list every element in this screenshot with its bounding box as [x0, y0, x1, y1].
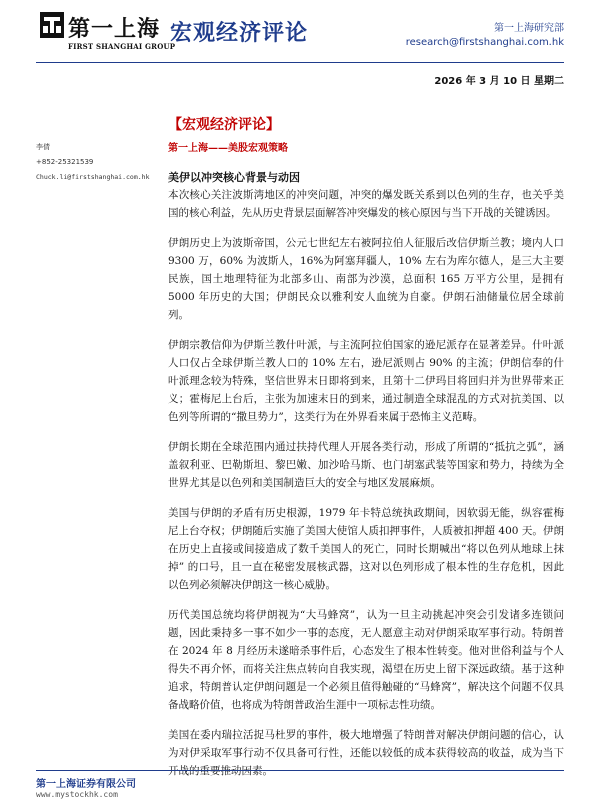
header-divider	[36, 62, 564, 63]
publication-title: 宏观经济评论	[170, 21, 309, 46]
section-heading: 美伊以冲突核心背景与动因	[168, 171, 300, 184]
analyst-email-link[interactable]: Chuck.li@firstshanghai.com.hk	[36, 173, 150, 181]
paragraph: 历代美国总统均将伊朗视为“大马蜂窝”，认为一旦主动挑起冲突会引发诸多连锁问题，因此秉持多一事不如少一事的态度，无人愿意主动对伊朗采取军事行动。特朗普在 2024 年 8 月经历未遂暗杀事件后，心态发生了根本性转变。他对世俗利益与个人得失不再介怀，而将关注焦点转向自我实现，渴望在历史上留下深远政绩。基于这种追求，特朗普认定伊朗问题是一个必须且值得触碰的“马蜂窝”，解决这个问题不仅具备战略价值，也将成为特朗普政治生涯中一项标志性功绩。	[168, 609, 564, 711]
paragraph: 美国与伊朗的矛盾有历史根源，1979 年卡特总统执政期间，因软弱无能，纵容霍梅尼上台夺权；伊朗随后实施了美国大使馆人质扣押事件，人质被扣押超 400 天。伊朗在历史上直接或间接造成了数千美国人的死亡，同时长期喊出“将以色列从地球上抹掉” 的口号，且一直在秘密发展核武器，这对以色列形成了根本性的生存危机，因此以色列必须解决伊朗这一核心威胁。	[168, 507, 564, 591]
paragraph: 美国在委内瑞拉活捉马杜罗的事件，极大地增强了特朗普对解决伊朗问题的信心，认为对伊采取军事行动不仅具备可行性，还能以较低的成本获得较高的收益，成为当下开战的重要推动因素。	[168, 729, 564, 777]
logo-mark-icon	[40, 12, 64, 38]
analyst-phone: +852-25321539	[36, 158, 94, 166]
research-department: 第一上海研究部	[494, 23, 564, 34]
footer-divider	[36, 770, 564, 771]
report-date: 2026 年 3 月 10 日 星期二	[434, 76, 564, 87]
footer-website-link[interactable]: www.mystockhk.com	[36, 790, 118, 799]
logo-english-text: FIRST SHANGHAI GROUP	[68, 42, 176, 51]
report-subtitle: 第一上海——美股宏观策略	[168, 143, 288, 154]
analyst-sidebar	[36, 140, 156, 185]
logo-chinese-text: 第一上海	[68, 16, 161, 42]
paragraph: 伊朗长期在全球范围内通过扶持代理人开展各类行动，形成了所谓的“抵抗之弧”，涵盖叙利亚、巴勒斯坦、黎巴嫩、加沙哈马斯、也门胡塞武装等国家和势力，持续为全世界尤其是以色列和美国制造巨大的安全与地区发展麻烦。	[168, 441, 564, 489]
paragraph: 伊朗宗教信仰为伊斯兰教什叶派，与主流阿拉伯国家的逊尼派存在显著差异。什叶派人口仅占全球伊斯兰教人口的 10% 左右，逊尼派则占 90% 的主流；伊朗信奉的什叶派理念较为特殊，坚信世界末日即将到来，且第十二伊玛目将回归并为世界带来正义；霍梅尼上台后，主张为加速末日的到来，通过制造全球混乱的方式对抗美国、以色列等所谓的“撒旦势力”，这类行为在外界看来属于恐怖主义范畴。	[168, 339, 564, 423]
paragraph: 伊朗历史上为波斯帝国，公元七世纪左右被阿拉伯人征服后改信伊斯兰教；境内人口 9300 万，60% 为波斯人，16%为阿塞拜疆人，10% 左右为库尔德人，是三大主要民族，国土地理特征为北部多山、南部为沙漠，总面积 165 万平方公里，是拥有 5000 年历史的大国；伊朗民众以雅利安人血统为自豪。伊朗石油储量位居全球前列。	[168, 237, 564, 321]
paragraph: 本次核心关注波斯湾地区的冲突问题，冲突的爆发既关系到以色列的生存，也关乎美国的核心利益，先从历史背景层面解答冲突爆发的核心原因与当下开战的关键诱因。	[168, 189, 564, 219]
report-body	[168, 116, 564, 792]
header-contact	[406, 22, 564, 50]
footer-company-name: 第一上海证券有限公司	[36, 779, 136, 790]
analyst-name: 李倩	[36, 143, 50, 151]
report-title: 【宏观经济评论】	[168, 117, 280, 133]
research-email-link[interactable]: research@firstshanghai.com.hk	[405, 37, 564, 48]
company-logo	[40, 12, 176, 54]
